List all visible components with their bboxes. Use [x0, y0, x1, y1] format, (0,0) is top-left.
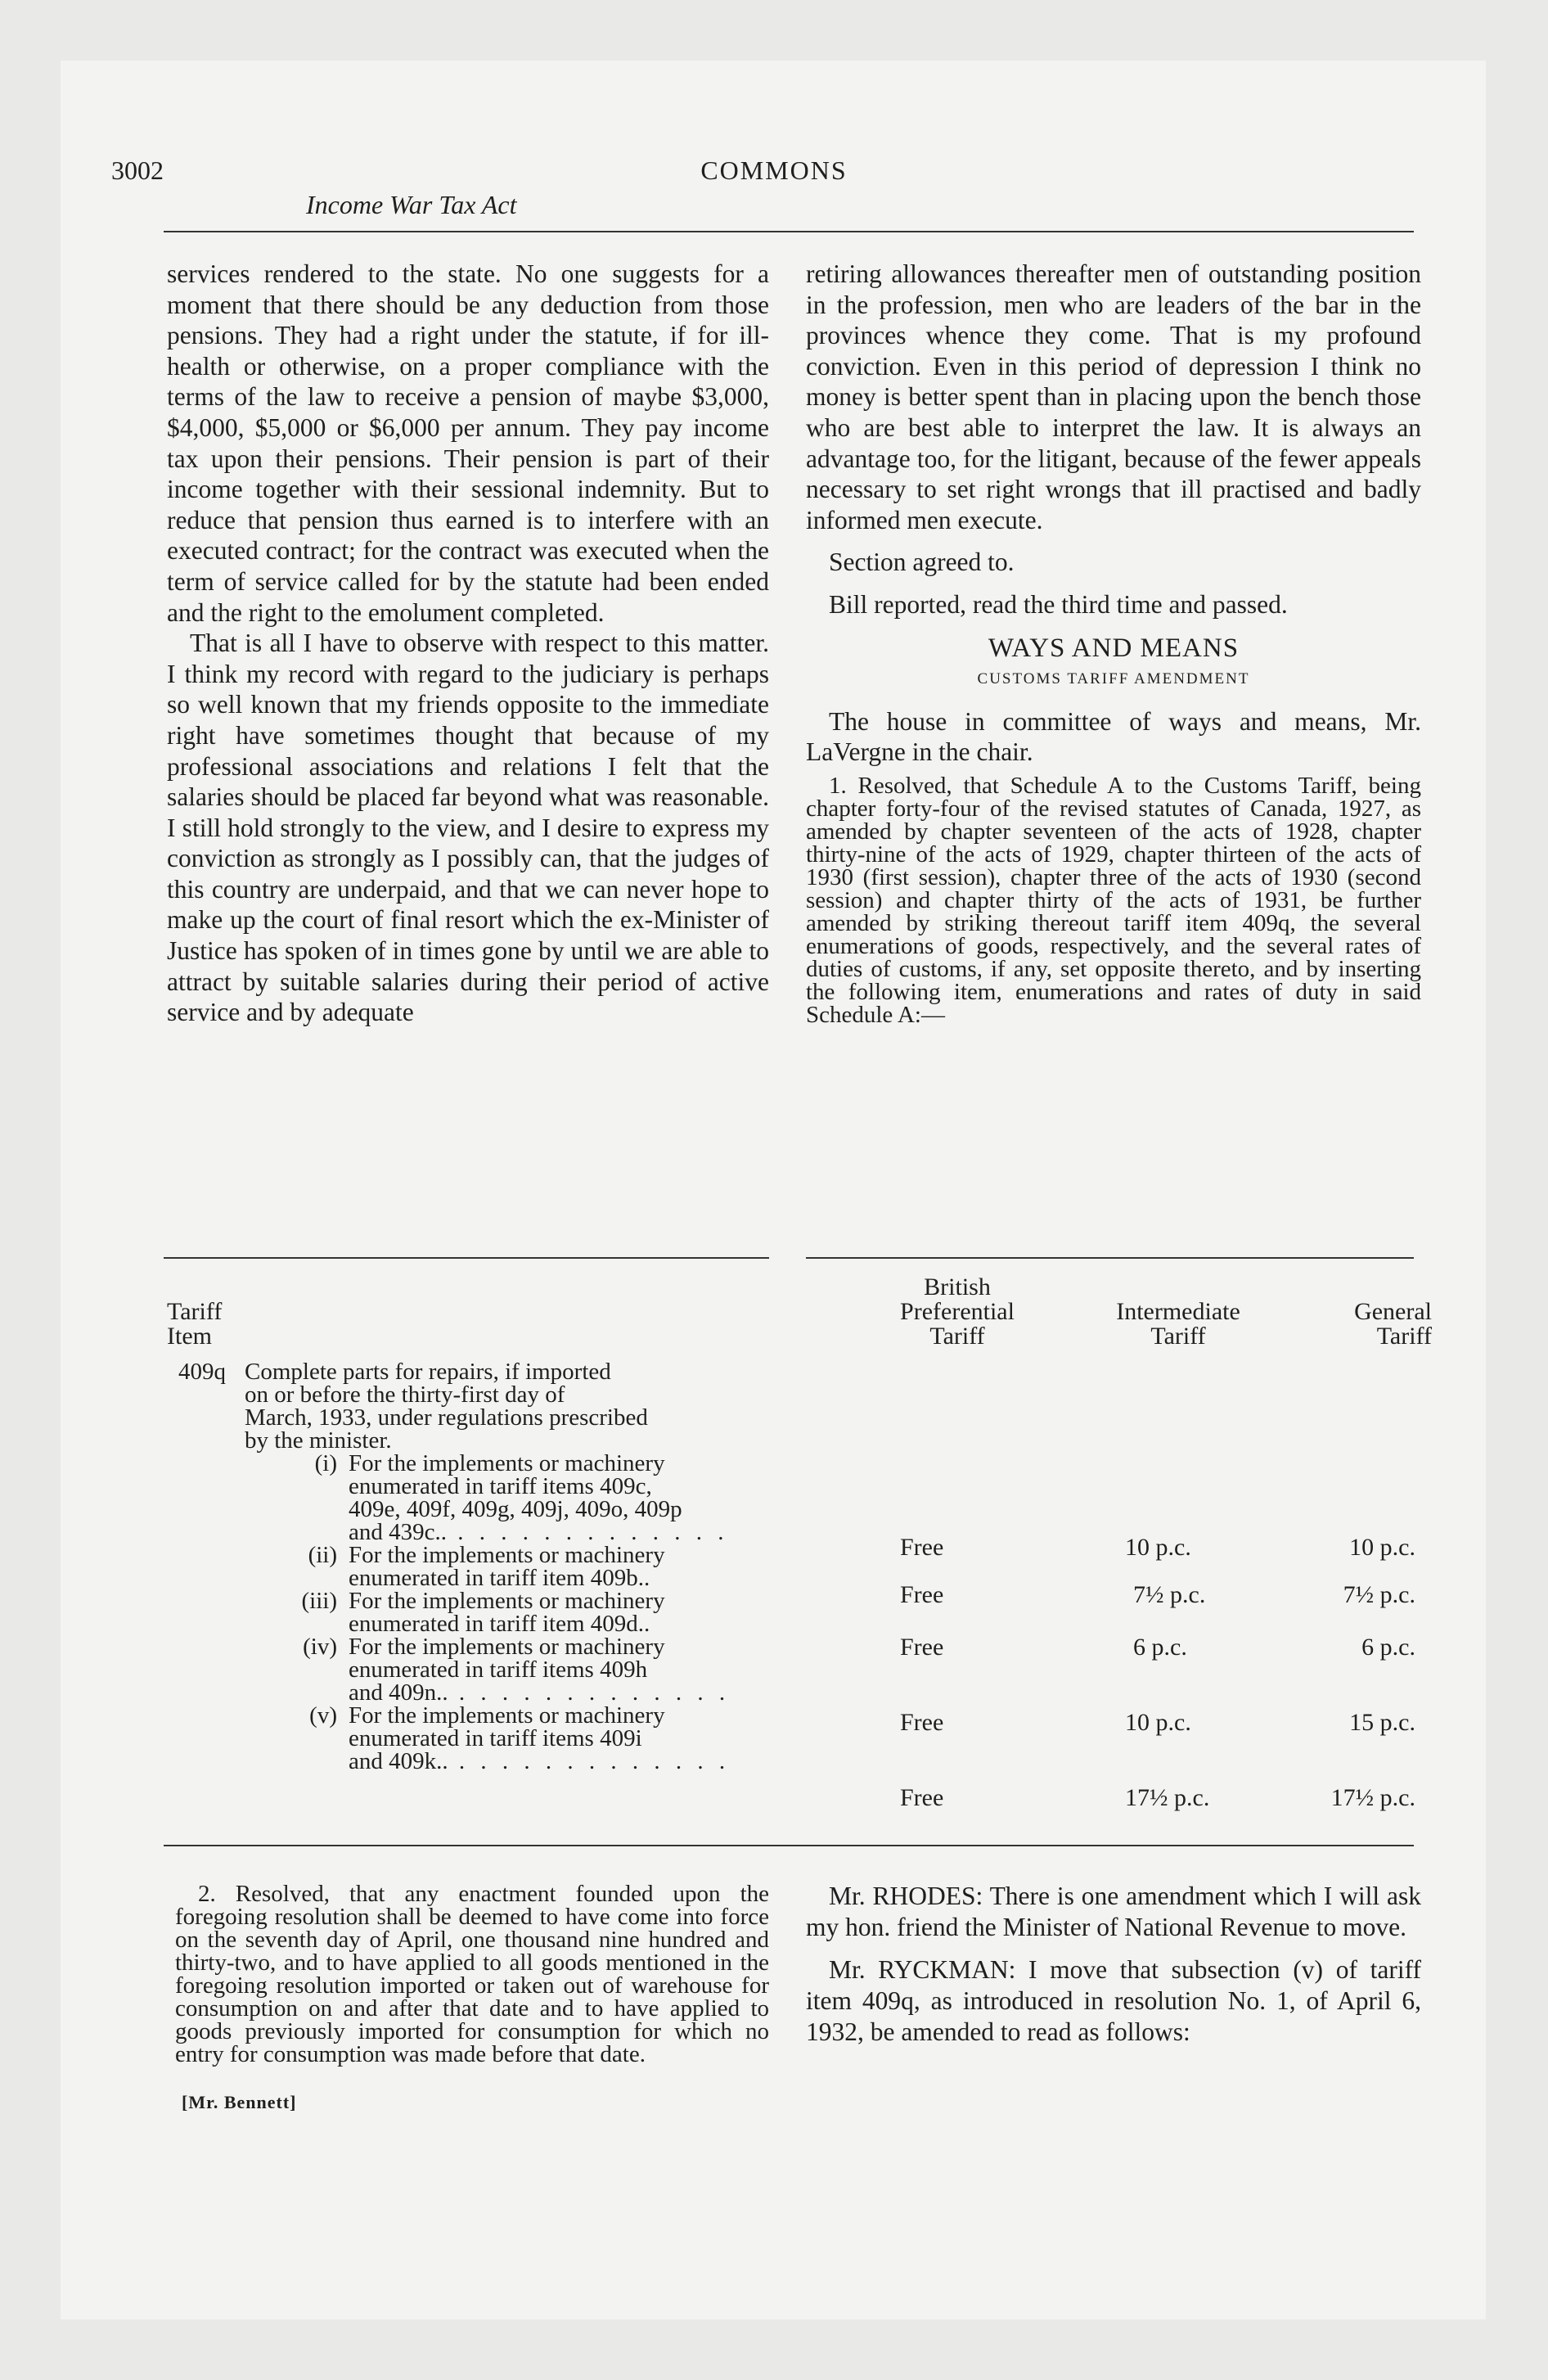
rate-general: 6 p.c. [1361, 1634, 1415, 1661]
rate-general: 7½ p.c. [1343, 1581, 1415, 1608]
resolution-2-text: 2. Resolved, that any enactment founded upon the foregoing resolution shall be deemed to have come into force on the seventh day of April, one thousand nine hundred and thirty-two, and to have applied to all goods mentioned in the foregoing resolution imported or taken out of warehouse for consumption on and after that date and to have applied to goods previously imported for consumption for which no entry for consumption was made before that date. [175, 1881, 769, 2067]
desc-line: March, 1933, under regulations prescribed [245, 1404, 648, 1431]
running-head: Income War Tax Act [306, 190, 517, 219]
desc-line: Complete parts for repairs, if imported [245, 1359, 611, 1385]
header-intermediate: Intermediate Tariff [1116, 1298, 1240, 1350]
rate-general: 10 p.c. [1349, 1534, 1415, 1561]
left-paragraph: That is all I have to observe with respect to this matter. I think my record with regard to the judiciary is perhaps so well known that my friends opposite to the immediate right have sometimes thought that because of my professional associations and relations I felt that the salaries should be placed far beyond what was reasonable. I still hold strongly to the view, and I desire to express my conviction as strongly as I possibly can, that the judges of this country are underpaid, and that we can never hope to make up the court of final resort which the ex-Minister of Justice has spoken of in times gone by until we are able to attract by suitable salaries during their period of active service and by adequate [167, 629, 769, 1027]
sub-item-line: enumerated in tariff item 409d.. [349, 1611, 650, 1637]
sub-item-line: and 409n.. [349, 1679, 448, 1706]
sub-item-line: enumerated in tariff items 409h [349, 1657, 648, 1683]
sub-item-line: enumerated in tariff items 409c, [349, 1473, 652, 1499]
sub-item-line: For the implements or machinery [349, 1450, 665, 1476]
right-paragraph: retiring allowances thereafter men of outstanding position in the profession, men who are leaders of the bar in the provinces whence they come. That is my profound conviction. Even in this period of depression I think no money is better spent than in placing upon the bench those who are best able to interpret the law. It is always an advantage too, for the litigant, because of the fewer appeals necessary to set right wrongs that ill practised and badly informed men execute. [806, 259, 1421, 534]
resolution-1: 1. Resolved, that Schedule A to the Customs Tariff, being chapter forty-four of the revised statutes of Canada, 1927, as amended by chapter seventeen of the acts of 1928, chapter thirty-nine of the acts of 1929, chapter thirteen of the acts of 1930 (first session), chapter three of the acts of 1930 (second session) and chapter thirty of the acts of 1931, be further amended by striking thereout tariff item 409q, the several enumerations of goods, respectively, and the several rates of duties of customs, if any, set opposite thereto, and by inserting the following item, enumerations and rates of duty in said Schedule A:— [806, 772, 1421, 1028]
page-number: 3002 [111, 156, 164, 185]
sub-item-line: and 439c.. [349, 1519, 447, 1545]
tariff-item-number: 409q [178, 1359, 226, 1385]
section-agreed: Section agreed to. [829, 548, 1015, 577]
bottom-right-column [806, 1881, 1421, 2048]
sub-item-line: For the implements or machinery [349, 1588, 665, 1614]
sub-item-label: (v) [309, 1702, 337, 1729]
desc-line: on or before the thirty-first day of [245, 1382, 565, 1408]
sub-item-line: For the implements or machinery [349, 1702, 665, 1729]
table-top-rule-right [806, 1257, 1414, 1259]
header-rule [164, 231, 1414, 232]
header-british-preferential: British Preferential Tariff [900, 1273, 1015, 1350]
sub-item-label: (i) [314, 1450, 337, 1476]
resolution-2 [175, 1882, 769, 2066]
table-bottom-rule [164, 1845, 1414, 1846]
left-paragraph: services rendered to the state. No one suggests for a moment that there should be any deduction from those pensions. They had a right under the statute, if for ill-health or otherwise, on a proper compliance with the terms of the law to receive a pension of maybe $3,000, $4,000, $5,000 or $6,000 per annum. They pay income tax upon their pensions. Their pension is part of their income together with their sessional indemnity. But to reduce that pension thus earned is to interfere with an executed contract; for the contract was executed when the term of service called for by the statute had been ended and the right to the emolument completed. [167, 259, 769, 627]
sub-item-line: and 409k.. [349, 1748, 448, 1774]
sub-item-label: (iv) [303, 1634, 337, 1660]
sub-item-label: (iii) [301, 1588, 337, 1614]
header-general: General Tariff [1354, 1298, 1432, 1350]
rhodes-statement: Mr. RHODES: There is one amendment which I will ask my hon. friend the Minister of National Revenue to move. [806, 1882, 1421, 1941]
committee-note: The house in committee of ways and means, Mr. LaVergne in the chair. [806, 706, 1421, 767]
sub-item-label: (ii) [308, 1542, 337, 1568]
sub-item-line: For the implements or machinery [349, 1542, 665, 1568]
rate-british: Free [900, 1581, 944, 1608]
page-title: COMMONS [700, 156, 848, 185]
ryckman-statement: Mr. RYCKMAN: I move that subsection (v) of tariff item 409q, as introduced in resolution No. 1, of April 6, 1932, be amended to read as follows: [806, 1955, 1421, 2046]
rate-intermediate: 10 p.c. [1125, 1534, 1191, 1561]
rate-general: 15 p.c. [1349, 1709, 1415, 1736]
section-heading: WAYS AND MEANS [988, 633, 1240, 663]
sub-item-line: 409e, 409f, 409g, 409j, 409o, 409p [349, 1496, 682, 1522]
rate-british: Free [900, 1709, 944, 1736]
rate-intermediate: 6 p.c. [1133, 1634, 1187, 1661]
sub-item-line: For the implements or machinery [349, 1634, 665, 1660]
rate-intermediate: 10 p.c. [1125, 1709, 1191, 1736]
right-column [806, 259, 1421, 1026]
sub-item-line: enumerated in tariff item 409b.. [349, 1565, 650, 1591]
desc-line: by the minister. [245, 1427, 392, 1454]
left-column [167, 259, 769, 1028]
rate-general: 17½ p.c. [1330, 1784, 1415, 1811]
bill-reported: Bill reported, read the third time and passed. [829, 589, 1288, 619]
rate-intermediate: 17½ p.c. [1125, 1784, 1210, 1811]
rate-british: Free [900, 1534, 944, 1561]
rate-british: Free [900, 1784, 944, 1811]
section-subheading: CUSTOMS TARIFF AMENDMENT [977, 670, 1250, 688]
rate-british: Free [900, 1634, 944, 1661]
speaker-reference: [Mr. Bennett] [182, 2092, 297, 2112]
sub-item-line: enumerated in tariff items 409i [349, 1725, 642, 1751]
rate-intermediate: 7½ p.c. [1133, 1581, 1206, 1608]
table-top-rule-left [164, 1257, 769, 1259]
header-tariff-item: Tariff Item [167, 1298, 223, 1350]
